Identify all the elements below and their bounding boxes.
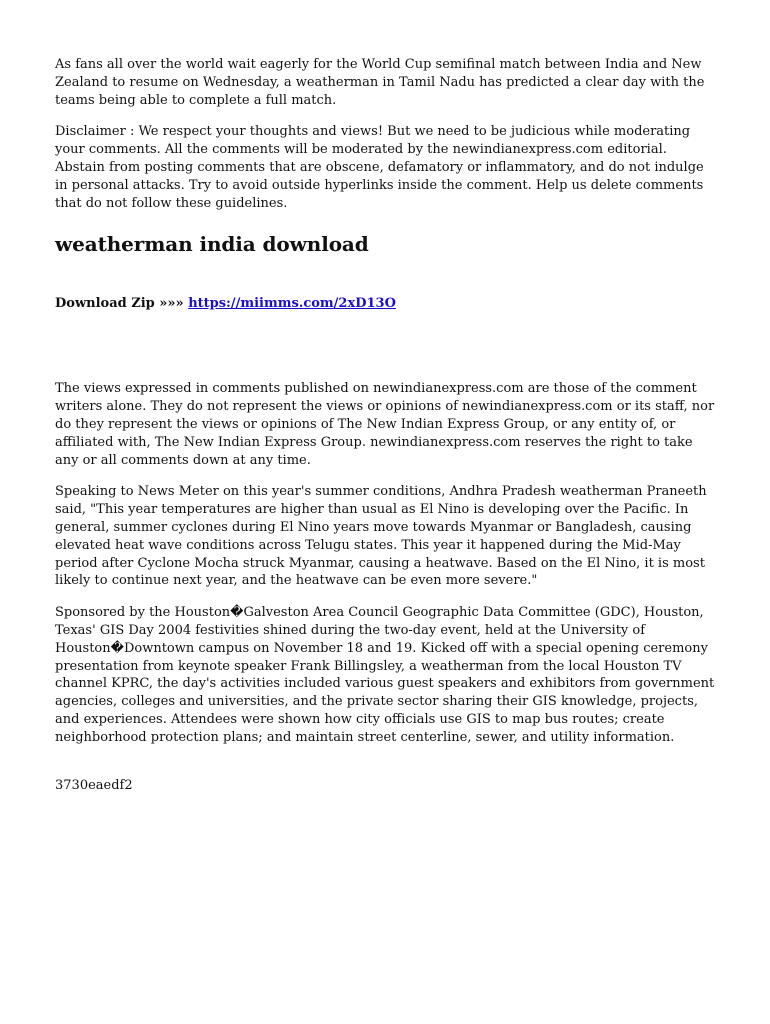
download-label: Download Zip »»» xyxy=(55,296,189,312)
gis-day-paragraph: Sponsored by the Houston�Galveston Area Council Geographic Data Committee (GDC), Houston, Texas' GIS Day 2004 festivities shined during the two-day event, held at the University of Houston�Downtown campus on November 18 and 19. Kicked off with a special opening ceremony presentation from keynote speaker Frank Billingsley, a weatherman from the local Houston TV channel KPRC, the day's activities included various guest speakers and exhibitors from government agencies, colleges and universities, and the private sector sharing their GIS knowledge, projects, and experiences. Attendees were shown how city officials use GIS to map bus routes; create neighborhood protection plans; and maintain street centerline, sewer, and utility information. xyxy=(55,605,715,745)
disclaimer-paragraph: Disclaimer : We respect your thoughts and views! But we need to be judicious while moderating your comments. All the comments will be moderated by the newindianexpress.com editorial. Abstain from posting comments that are obscene, defamatory or inflammatory, and do not indulge in personal attacks. Try to avoid outside hyperlinks inside the comment. Help us delete comments that do not follow these guidelines. xyxy=(55,124,704,211)
page-title: weatherman india download xyxy=(55,232,369,257)
download-link[interactable]: https://miimms.com/2xD13O xyxy=(188,296,396,312)
download-line xyxy=(55,295,717,313)
views-paragraph: The views expressed in comments published on newindianexpress.com are those of the comment writers alone. They do not represent the views or opinions of newindianexpress.com or its staff, nor do they represent the views or opinions of The New Indian Express Group, or any entity of, or affiliated with, The New Indian Express Group. newindianexpress.com reserves the right to take any or all comments down at any time. xyxy=(55,381,715,468)
hash-code: 3730eaedf2 xyxy=(55,777,133,793)
document-page xyxy=(55,56,717,795)
intro-paragraph: As fans all over the world wait eagerly for the World Cup semifinal match between India and New Zealand to resume on Wednesday, a weatherman in Tamil Nadu has predicted a clear day with the teams being able to complete a full match. xyxy=(55,57,705,108)
weatherman-quote-paragraph: Speaking to News Meter on this year's summer conditions, Andhra Pradesh weatherman Praneeth said, "This year temperatures are higher than usual as El Nino is developing over the Pacific. In general, summer cyclones during El Nino years move towards Myanmar or Bangladesh, causing elevated heat wave conditions across Telugu states. This year it happened during the Mid-May period after Cyclone Mocha struck Myanmar, causing a heatwave. Based on the El Nino, it is most likely to continue next year, and the heatwave can be even more severe." xyxy=(55,484,707,589)
